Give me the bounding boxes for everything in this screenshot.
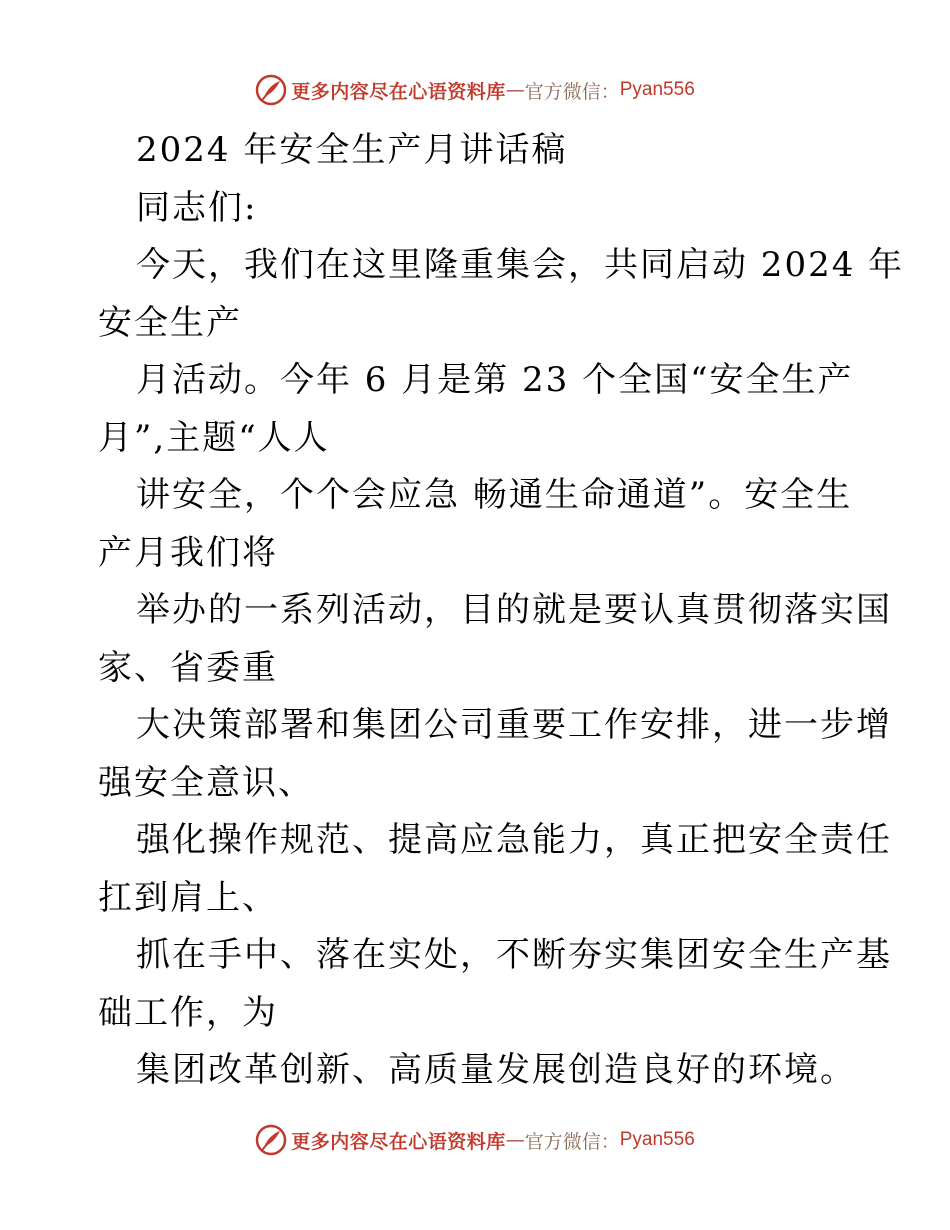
text-line: 月活动。今年 6 月是第 23 个全国“安全生产: [136, 360, 854, 400]
text-line: 讲安全，个个会应急 畅通生命通道”。安全生: [136, 475, 853, 515]
banner-official-label: 官方微信：: [524, 80, 620, 103]
feather-pen-logo-icon: [255, 74, 287, 106]
text-line: 集团改革创新、高质量发展创造良好的环境。: [136, 1050, 856, 1090]
text-line: 产月我们将: [98, 532, 278, 573]
text-line: 月”,主题“人人: [98, 417, 330, 458]
text-line: 安全生产: [98, 302, 242, 343]
banner-text: 更多内容尽在心语资料库: [291, 1130, 506, 1153]
banner-dash: —: [505, 79, 525, 101]
salutation: 同志们:: [136, 187, 258, 228]
text-line: 扛到肩上、: [98, 877, 278, 918]
banner-wechat-id: Pyan556: [619, 1129, 695, 1150]
text-line: 今天，我们在这里隆重集会，共同启动 2024 年: [136, 245, 905, 285]
footer-watermark-banner: [0, 1120, 950, 1160]
text-line: 举办的一系列活动，目的就是要认真贯彻落实国: [136, 590, 892, 630]
text-line: 抓在手中、落在实处，不断夯实集团安全生产基: [136, 935, 892, 975]
document-body: [98, 122, 905, 1100]
banner-wechat-id: Pyan556: [619, 79, 695, 100]
text-line: 强化操作规范、提高应急能力，真正把安全责任: [136, 820, 892, 860]
feather-pen-logo-icon: [255, 1124, 287, 1156]
banner-text: 更多内容尽在心语资料库: [291, 80, 506, 103]
banner-official-label: 官方微信：: [524, 1130, 620, 1153]
text-line: 大决策部署和集团公司重要工作安排，进一步增: [136, 705, 892, 745]
header-watermark-banner: [0, 70, 950, 110]
text-line: 础工作，为: [98, 992, 278, 1033]
banner-dash: —: [505, 1129, 525, 1151]
text-line: 家、省委重: [98, 647, 278, 688]
text-line: 强安全意识、: [98, 762, 314, 803]
document-title: 2024 年安全生产月讲话稿: [136, 130, 568, 170]
